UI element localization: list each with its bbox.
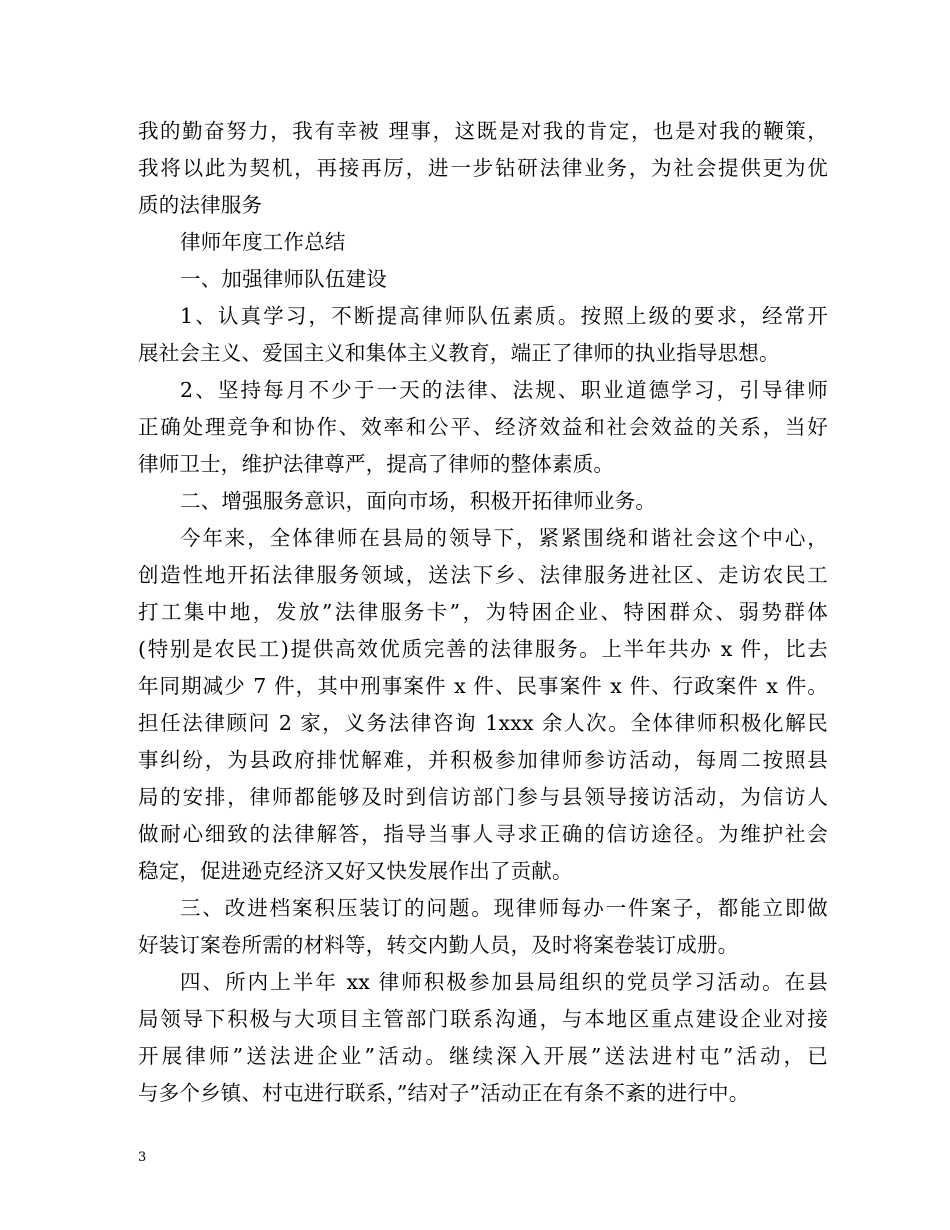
text-line: 事纠纷，为县政府排忧解难，并积极参加律师参访活动，每周二按照县 — [138, 748, 828, 772]
text-line: 创造性地开拓法律服务领域，送法下乡、法律服务进社区、走访农民工 — [138, 563, 828, 587]
document-body — [138, 113, 828, 1112]
text-line: 正确处理竞争和协作、效率和公平、经济效益和社会效益的关系，当好 — [138, 415, 828, 439]
text-line: 打工集中地，发放”法律服务卡”，为特困企业、特困群众、弱势群体 — [138, 600, 828, 624]
text-line: 四、所内上半年 xx 律师积极参加县局组织的党员学习活动。在县 — [180, 970, 828, 994]
text-line: 与多个乡镇、村屯进行联系，”结对子”活动正在有条不紊的进行中。 — [138, 1081, 750, 1105]
text-line: 展社会主义、爱国主义和集体主义教育，端正了律师的执业指导思想。 — [138, 341, 780, 365]
text-line: 1、认真学习，不断提高律师队伍素质。按照上级的要求，经常开 — [180, 304, 828, 328]
text-line: 好装订案卷所需的材料等，转交内勤人员，及时将案卷装订成册。 — [138, 933, 739, 957]
page-number: 3 — [138, 1150, 147, 1165]
text-line: (特别是农民工)提供高效优质完善的法律服务。上半年共办 x 件，比去 — [138, 637, 828, 661]
text-line: 我的勤奋努力，我有幸被 理事，这既是对我的肯定，也是对我的鞭策， — [138, 119, 828, 143]
text-line: 做耐心细致的法律解答，指导当事人寻求正确的信访途径。为维护社会 — [138, 822, 828, 846]
text-line: 质的法律服务 — [138, 193, 263, 217]
text-line: 局的安排，律师都能够及时到信访部门参与县领导接访活动，为信访人 — [138, 785, 828, 809]
text-line: 开展律师”送法进企业”活动。继续深入开展”送法进村屯”活动，已 — [138, 1044, 828, 1068]
text-line: 2、坚持每月不少于一天的法律、法规、职业道德学习，引导律师 — [180, 378, 828, 402]
text-line: 稳定，促进逊克经济又好又快发展作出了贡献。 — [138, 859, 573, 883]
text-line: 二、增强服务意识，面向市场，积极开拓律师业务。 — [180, 489, 657, 513]
text-line: 年同期减少 7 件，其中刑事案件 x 件、民事案件 x 件、行政案件 x 件。 — [138, 674, 828, 698]
text-line: 局领导下积极与大项目主管部门联系沟通，与本地区重点建设企业对接 — [138, 1007, 828, 1031]
text-line: 一、加强律师队伍建设 — [180, 267, 387, 291]
text-line: 三、改进档案积压装订的问题。现律师每办一件案子，都能立即做 — [180, 896, 828, 920]
text-line: 律师卫士，维护法律尊严，提高了律师的整体素质。 — [138, 452, 615, 476]
text-line: 担任法律顾问 2 家，义务法律咨询 1xxx 余人次。全体律师积极化解民 — [138, 711, 828, 735]
text-line: 今年来，全体律师在县局的领导下，紧紧围绕和谐社会这个中心， — [180, 526, 828, 550]
text-line: 律师年度工作总结 — [180, 230, 346, 254]
text-line: 我将以此为契机，再接再厉，进一步钻研法律业务，为社会提供更为优 — [138, 156, 828, 180]
